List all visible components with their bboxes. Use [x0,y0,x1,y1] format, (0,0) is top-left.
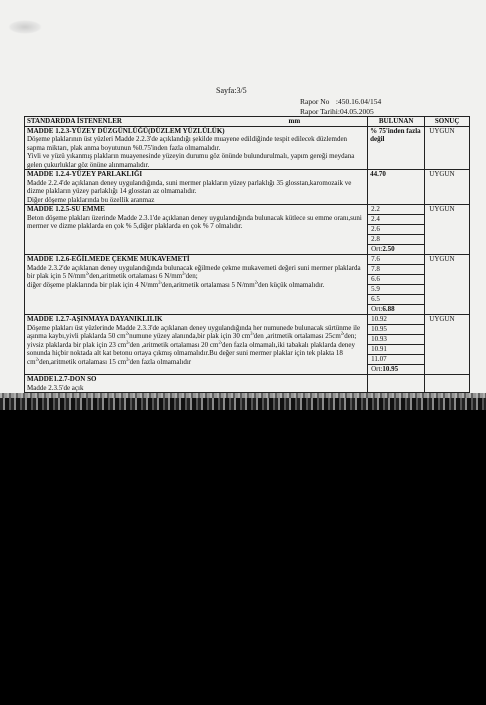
row-title: MADDE 1.2.5-SU EMME [27,205,105,213]
row-text: Döşeme plakları üst yüzlerinde Madde 2.3.3'de açıklanan deney uygulandığında her numunede bulunacak sürtünme ile aşınma kaybı,yivli plaklarda 50 $cm^2'numune$ yüzey alanında,bir plak için 30 $cm^2'den$ ,aritmetik ortalaması $25cm^2'den$; yivsiz plaklarda bir plak için 23 $cm^2'den$ ,aritmetik ortalaması 20 $cm^2'den$ fazla olmamalı,iki tabakalı plaklarda deney sonunda hiçbir noktada alt kat betonu ortaya çıkmış olmamalıdır.Bu değer suni mermer plaklar için tek plakta 18 $cm^2'den,aritmetik$ ortalaması 15 $cm^2'den$ fazla olmamalıdır [27,323,361,366]
header-found: BULUNAN [368,117,425,127]
report-number [300,97,381,106]
table-row [25,126,470,170]
value-cell: 2.6 [368,225,424,235]
average-cell: Ort:2.50 [371,245,395,253]
row-title: MADDE 1.2.4-YÜZEY PARLAKLIĞI [27,170,143,178]
page-number: Sayfa:3/5 [216,86,247,95]
row-status: UYGUN [425,315,470,375]
report-date-value: :04.05.2005 [337,107,374,116]
row-status: UYGUN [425,170,470,205]
row-text: Döşeme plaklarının üst yüzleri Madde 2.2.3'de açıklandığı şekilde muayene edildiğinde tespit edilecek düzlemden sapma miktarı, plak anma boyutunun %0.75'inden fazla olmamalıdır. [27,135,348,152]
row-text: Madde 2.3.5'de açık [27,383,84,392]
row-found: % 75'inden fazla değil [368,126,425,170]
value-cell: 2.8 [368,235,424,245]
row-values [368,205,425,255]
table-row [25,255,470,315]
value-cell: 10.91 [368,345,424,355]
value-cell: 6.6 [368,275,424,285]
average-cell: Ort:6.88 [371,305,395,313]
value-cell: 10.92 [368,315,424,325]
value-cell: 10.93 [368,335,424,345]
row-text: Madde 2.3.2'de açıklanan deney uygulandığında bulunacak eğilmede çekme mukavemeti değeri suni mermer plaklarda bir plak için 5 $N/mm^2'den,aritmetik$ ortalaması 6 $N/mm^2'den$; [27,263,361,280]
row-text: Beton döşeme plakları üzerinde Madde 2.3.1'de açıklanan deney uygulandığında bulunacak kütlece su emme oranı,suni mermer ve dizme plaklarda en çok % 5,diğer plaklarda en çok % 7 olmalıdır. [27,213,362,230]
table-row [25,170,470,205]
row-found: 44.70 [368,170,425,205]
row-status: UYGUN [425,205,470,255]
header-result: SONUÇ [425,117,470,127]
table-header-row [25,117,470,127]
row-title: MADDE 1.2.3-YÜZEY DÜZGÜNLÜĞÜ(DÜZLEM YÜZLÜLÜK) [27,126,225,135]
report-date [300,107,374,116]
row-status: UYGUN [425,126,470,170]
header-unit: mm [288,117,301,125]
row-title: MADDE 1.2.6-EĞİLMEDE ÇEKME MUKAVEMETİ [27,255,190,263]
value-cell: 6.5 [368,295,424,305]
report-number-value: :450.16.04/154 [335,97,382,106]
test-results-table [24,116,470,393]
header-requirements: STANDARDDA İSTENENLER mm [25,117,368,127]
average-cell: Ort:10.95 [371,365,399,373]
table-row [25,315,470,375]
row-values [368,315,425,375]
value-cell: 10.95 [368,325,424,335]
table-row [25,205,470,255]
value-cell: 11.07 [368,355,424,365]
table-row-partial [25,375,470,393]
row-title: MADDE 1.2.7-AŞINMAYA DAYANIKLILIK [27,315,163,323]
report-number-label: Rapor No [300,97,330,106]
row-text: Diğer döşeme plaklarında bu özellik aranmaz [27,195,155,204]
value-cell: 2.4 [368,215,424,225]
value-cell: 7.6 [368,255,424,265]
scan-smudge [8,20,42,34]
value-cell: 7.8 [368,265,424,275]
value-cell: 2.2 [368,205,424,215]
row-text: Madde 2.2.4'de açıklanan deney uygulandığında, suni mermer plakların yüzey parlaklığı 35 glosstan,karomozaik ve dizme plakların yüzey parlaklığı 14 glosstan az olmamalıdır. [27,178,352,195]
report-date-label: Rapor Tarihi [300,107,338,116]
row-title: MADDE1.2.7-DON SO [27,375,97,383]
scan-black-area [0,410,486,705]
row-status: UYGUN [425,255,470,315]
row-text: Yivli ve yüzü yıkanmış plakların muayenesinde yüzeyin durumu göz önünde bulundurulmalı, yapım gereği meydana gelen çukurluklar göz önüne alınmamalıdır. [27,152,355,169]
value-cell: 5.9 [368,285,424,295]
row-text: diğer döşeme plaklarında bir plak için 4 $N/mm^2'den,aritmetik$ ortalaması 5 $N/mm^2'den$ küçük olmamalıdır. [27,279,325,289]
row-values [368,255,425,315]
